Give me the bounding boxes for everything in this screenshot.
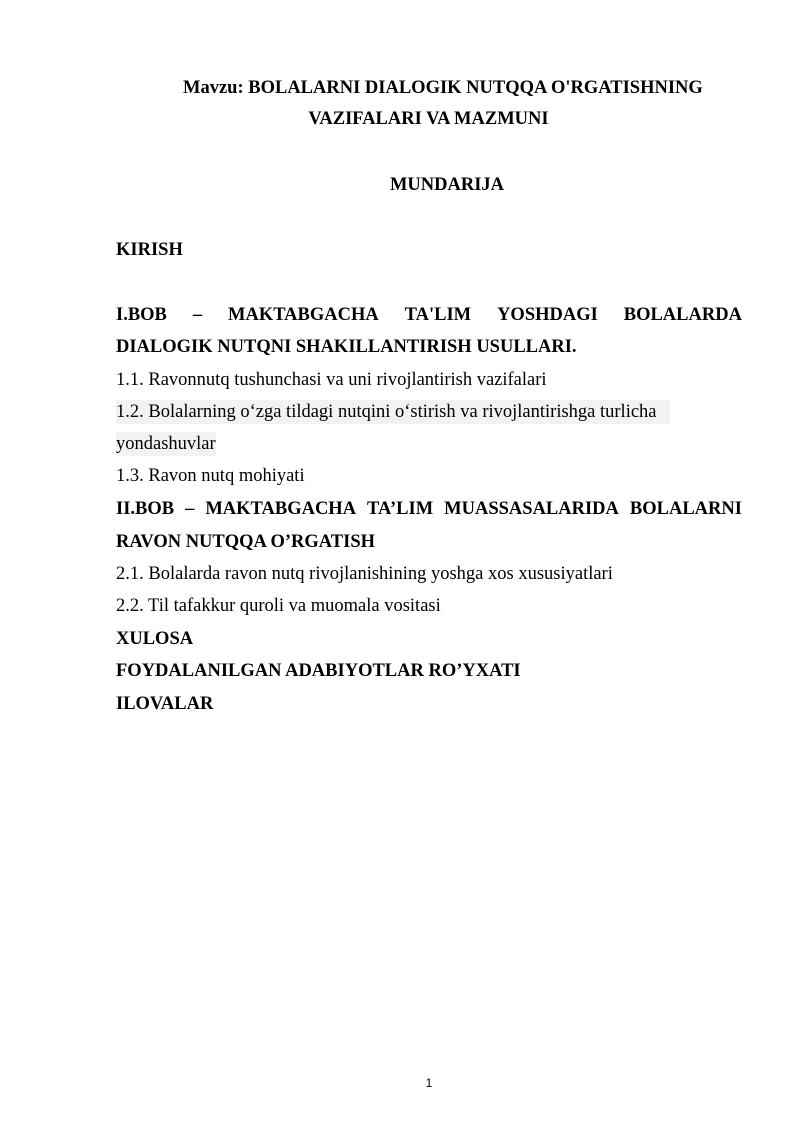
- toc-chapter-1-word: YOSHDAGI: [497, 305, 598, 325]
- toc-chapter-1-title-line-1: [116, 303, 742, 327]
- toc-chapter-2-word: MUASSASALARIDA: [444, 499, 619, 519]
- toc-section-2-2: 2.2. Til tafakkur quroli va muomala vositasi: [116, 596, 441, 616]
- toc-conclusion: XULOSA: [116, 629, 194, 649]
- page-number: 1: [425, 1076, 433, 1090]
- toc-section-1-3: 1.3. Ravon nutq mohiyati: [116, 466, 305, 486]
- toc-chapter-2-word: BOLALARNI: [629, 499, 742, 519]
- toc-chapter-2-word: MAKTABGACHA: [205, 499, 357, 519]
- toc-section-1-2: 1.2. Bolalarning o‘zga tildagi nutqini o‘stirish va rivojlantirishga turlicha: [116, 400, 670, 424]
- toc-chapter-2-word: –: [185, 499, 195, 519]
- toc-chapter-1-word: BOLALARDA: [623, 305, 742, 325]
- toc-section-1-1: 1.1. Ravonnutq tushunchasi va uni rivojlantirish vazifalari: [116, 370, 547, 390]
- toc-section-1-2-continued: yondashuvlar: [116, 434, 216, 454]
- toc-chapter-2-title-line-1: [116, 497, 742, 521]
- toc-appendices: ILOVALAR: [116, 694, 214, 714]
- toc-chapter-1-word: I.BOB: [116, 305, 167, 325]
- document-title-line-2: VAZIFALARI VA MAZMUNI: [308, 109, 549, 129]
- toc-chapter-1-word: MAKTABGACHA: [228, 305, 379, 325]
- toc-chapter-2-title-line-2: RAVON NUTQQA O’RGATISH: [116, 532, 376, 552]
- toc-section-2-1: 2.1. Bolalarda ravon nutq rivojlanishining yoshga xos xususiyatlari: [116, 564, 613, 584]
- contents-heading: MUNDARIJA: [389, 175, 505, 195]
- toc-chapter-2-word: TA’LIM: [367, 499, 434, 519]
- toc-chapter-1-word: –: [192, 305, 203, 325]
- toc-intro: KIRISH: [116, 240, 183, 260]
- document-title-line-1: Mavzu: BOLALARNI DIALOGIK NUTQQA O'RGATISHNING: [183, 78, 703, 98]
- toc-chapter-1-title-line-2: DIALOGIK NUTQNI SHAKILLANTIRISH USULLARI.: [116, 337, 577, 357]
- toc-chapter-2-word: II.BOB: [116, 499, 175, 519]
- toc-chapter-1-word: TA'LIM: [404, 305, 472, 325]
- toc-references: FOYDALANILGAN ADABIYOTLAR RO’YXATI: [116, 661, 521, 681]
